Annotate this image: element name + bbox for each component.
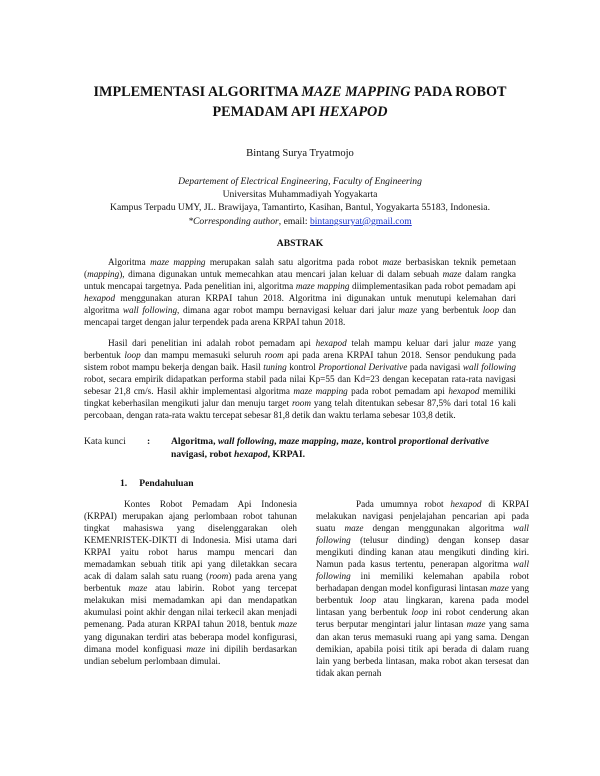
author-name: Bintang Surya Tryatmojo — [246, 148, 354, 159]
affiliation-university: Universitas Muhammadiyah Yogyakarta — [222, 189, 378, 201]
title-line-1: IMPLEMENTASI ALGORITMA MAZE MAPPING PADA ROBOT — [93, 84, 507, 100]
keywords-text: Algoritma, wall following, maze mapping, maze, kontrol proportional derivative navigasi, robot hexapod, KRPAI. — [171, 436, 490, 460]
section-number: 1. — [120, 478, 128, 489]
paper-title — [60, 82, 540, 122]
section-title: Pendahuluan — [139, 478, 194, 489]
author-email-link[interactable]: bintangsuryat@gmail.com — [309, 215, 412, 227]
section-heading-introduction — [120, 478, 194, 489]
body-column-right: Pada umumnya robot hexapod di KRPAI melakukan navigasi penjelajahan pencarian api pada suatu maze dengan menggunakan algoritma wall following (telusur dinding) dengan konsep dasar mengikuti dinding kanan atau mengikuti dinding kiri. Namun pada kasus tertentu, penerapan algoritma wall following ini memiliki kelemahan apabila robot berhadapan dengan model konfigurasi lintasan maze yang berbentuk loop atau lingkaran, karena pada model lintasan yang berbentuk loop ini robot cenderung akan terus berputar mengintari jalur lintasan maze yang sama dan akan terus memasuki ruang api yang sama. Dengan demikian, apabila poisi titik api berada di dalam ruang lain yang berbeda lintasan, maka robot akan tersesat dan tidak akan pernah — [316, 499, 530, 678]
corresponding-author-label: *Corresponding author — [188, 215, 279, 227]
corresponding-author-line — [40, 215, 560, 228]
affiliation-department: Departement of Electrical Engineering, Faculty of Engineering — [178, 176, 422, 187]
abstract-heading: ABSTRAK — [276, 238, 324, 249]
keywords-colon: : — [147, 436, 151, 447]
keywords-label: Kata kunci — [84, 436, 126, 447]
affiliation-block — [40, 175, 560, 228]
abstract-paragraph-1: Algoritma maze mapping merupakan salah satu algoritma pada robot maze berbasiskan teknik pemetaan (mapping), dimana digunakan untuk memecahkan atau mencari jalan keluar di dalam sebuah maze dalam rangka untuk mencapai targetnya. Pada penelitian ini, algoritma maze mapping diimplementasikan pada robot pemadam api hexapod menggunakan aturan KRPAI tahun 2018. Algoritma ini digunakan untuk menutupi kelemahan dari algoritma wall following, dimana agar robot mampu bernavigasi keluar dari jalur maze yang berbentuk loop dan mencapai target dengan jalur terpendek pada arena KRPAI tahun 2018. — [84, 257, 516, 327]
affiliation-address: Kampus Terpadu UMY, JL. Brawijaya, Tamantirto, Kasihan, Bantul, Yogyakarta 55183, Indonesia. — [110, 202, 490, 214]
abstract-paragraph-2: Hasil dari penelitian ini adalah robot pemadam api hexapod telah mampu keluar dari jalur maze yang berbentuk loop dan mampu memasuki seluruh room api pada arena KRPAI tahun 2018. Sensor pendukung pada sistem robot mampu bekerja dengan baik. Hasil tuning kontrol Proportional Derivative pada navigasi wall following robot, secara empirik didapatkan performa stabil pada nilai Kp=55 dan Kd=23 dengan kecepatan rata-rata navigasi sebesar 21,8 cm/s. Hasil akhir implementasi algoritma maze mapping pada robot pemadam api hexapod memiliki tingkat keberhasilan mengikuti jalur dan menuju target room yang telah ditentukan sebesar 87,5% dari total 16 kali percobaan, dengan rata-rata waktu tercepat sebesar 81,8 detik dan waktu terlama sebesar 103,8 detik. — [84, 338, 517, 420]
body-column-left: Kontes Robot Pemadam Api Indonesia (KRPAI) merupakan ajang perlombaan robot tahunan tingkat mahasiswa yang diselenggarakan oleh KEMENRISTEK-DIKTI di Indonesia. Misi utama dari KRPAI yaitu robot harus mampu mencari dan memadamkan sebuah titik api yang diletakkan secara acak di dalam salah satu ruang (room) pada arena yang berbentuk maze atau labirin. Robot yang tercepat melakukan misi memadamkan api dan mendapatkan akumulasi point akhir dengan nilai terkecil akan menjadi pemenang. Pada aturan KRPAI tahun 2018, bentuk maze yang digunakan terdiri atas beberapa model konfigurasi, dimana model konfiguasi maze ini dipilih berdasarkan undian sebelum perlombaan dimulai. — [84, 499, 298, 666]
email-label: , email: — [278, 215, 310, 227]
title-line-2: PEMADAM API HEXAPOD — [212, 104, 388, 120]
